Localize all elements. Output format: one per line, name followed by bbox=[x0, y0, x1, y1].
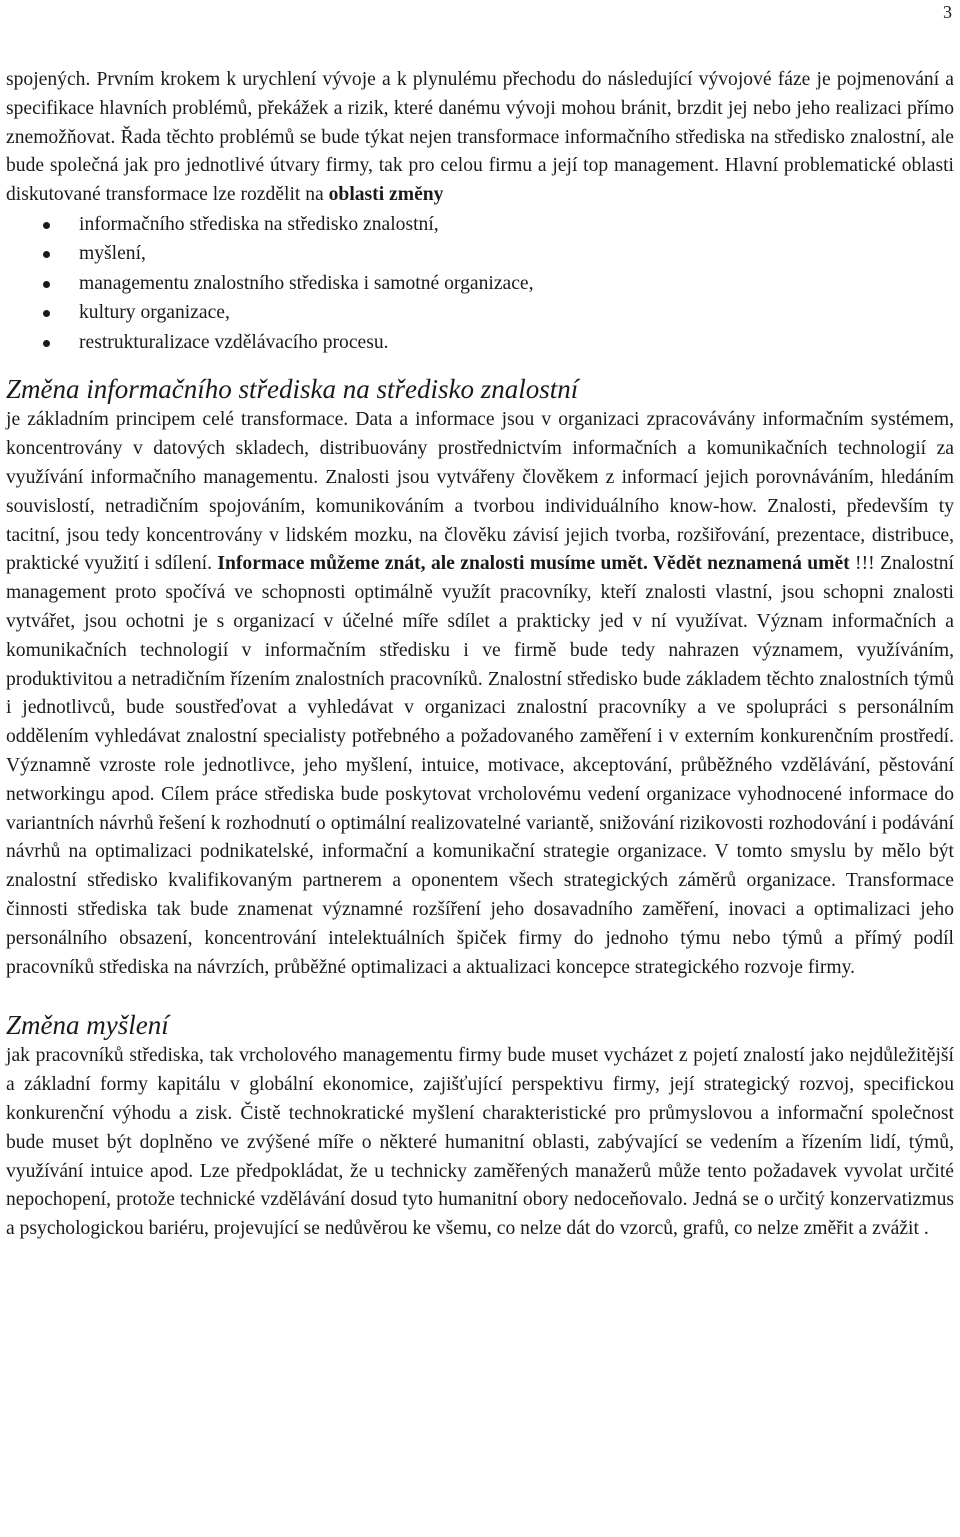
section-heading: Změna informačního střediska na středisko znalostní bbox=[6, 374, 579, 405]
section-heading: Změna myšlení bbox=[6, 1010, 169, 1041]
bullet-item: myšlení, bbox=[6, 239, 954, 269]
section1-bold-text: Informace můžeme znát, ale znalosti musíme umět. Vědět neznamená umět bbox=[217, 553, 850, 575]
document-body bbox=[6, 66, 954, 1244]
intro-paragraph bbox=[6, 66, 954, 210]
intro-bold-text: oblasti změny bbox=[328, 184, 444, 206]
bullet-item: informačního střediska na středisko znalostní, bbox=[6, 210, 954, 240]
page-number: 3 bbox=[943, 2, 952, 22]
section-paragraph bbox=[6, 406, 954, 982]
section-paragraph: jak pracovníků střediska, tak vrcholového managementu firmy bude muset vycházet z pojetí znalostí jako nejdůležitější a základní formy kapitálu v globální ekonomice, zajišťující perspektivu firmy, její strategický rozvoj, specifickou konkurenční výhodu a zisk. Čistě technokratické myšlení charakteristické pro průmyslovou a informační společnost bude muset být doplněno ve zvýšené míře o některé humanitní oblasti, zabývající se vedením a řízením lidí, týmů, využívání intuice apod. Lze předpokládat, že u technicky zaměřených manažerů může tento požadavek vyvolat určité nepochopení, protože technické vzdělávání dosud tyto humanitní obory nedoceňovalo. Jedná se o určitý konzervatizmus a psychologickou bariéru, projevující se nedůvěrou ke všemu, co nelze dát do vzorců, grafů, co nelze změřit a zvážit . bbox=[6, 1045, 954, 1240]
section1-text-continued: !!! Znalostní management proto spočívá ve schopnosti optimálně využít pracovníky, kteří znalosti vlastní, jsou schopni znalosti vytvářet, jsou ochotni je s organizací v účelné míře sdílet a prakticky jed v ní využívat. Význam informačních a komunikačních technologií v informačním středisku i ve firmě bude tedy nahrazen významem, využíváním, produktivitou a netradičním řízením znalostních pracovníků. Znalostní středisko bude základem těchto znalostních týmů i jednotlivců, bude soustřeďovat a vyhledávat v organizaci znalostní pracovníky a ve spolupráci s personálním oddělením vyhledávat znalostní specialisty potřebného a požadovaného zaměření i v externím konkurenčním prostředí. Významně vzroste role jednotlivce, jeho myšlení, intuice, motivace, akceptování, průběžného vzdělávání, pěstování networkingu apod. Cílem práce střediska bude poskytovat vrcholovému vedení organizace vyhodnocené informace do variantních návrhů řešení k rozhodnutí o optimální realizovatelné variantě, snižování rizikovosti rozhodování i podávání návrhů na optimalizaci podnikatelské, informační a komunikační strategie organizace. V tomto smyslu by mělo být znalostní středisko kvalifikovaným partnerem a oponentem všech strategických záměrů organizace. Transformace činnosti střediska tak bude znamenat významné rozšíření jeho dosavadního zaměření, inovaci a optimalizaci jeho personálního obsazení, koncentrování intelektuálních špiček firmy do jednoho týmu nebo týmů a přímý podíl pracovníků střediska na návrzích, průběžné optimalizaci a aktualizaci koncepce strategického rozvoje firmy. bbox=[6, 553, 955, 978]
bullet-list bbox=[6, 210, 954, 358]
intro-text: spojených. Prvním krokem k urychlení vývoje a k plynulému přechodu do následující vývojové fáze je pojmenování a specifikace hlavních problémů, překážek a rizik, které danému vývoji mohou bránit, brzdit jej nebo jeho realizaci přímo znemožňovat. Řada těchto problémů se bude týkat nejen transformace informačního střediska na středisko znalostní, ale bude společná jak pro jednotlivé útvary firmy, tak pro celou firmu a její top management. Hlavní problematické oblasti diskutované transformace lze rozdělit na bbox=[6, 69, 954, 206]
bullet-item: kultury organizace, bbox=[6, 298, 954, 328]
section1-text: je základním principem celé transformace. Data a informace jsou v organizaci zpracovávány informačním systémem, koncentrovány v datových skladech, distribuovány prostřednictvím informačních a komunikačních technologií za využívání informačního managementu. Znalosti jsou vytvářeny člověkem z informací jejich porovnáváním, hledáním souvislostí, netradičním spojováním, komunikováním a tvorbou individuálního know-how. Znalosti, především ty tacitní, jsou tedy koncentrovány v lidském mozku, na člověku závisí jejich tvorba, rozšiřování, prezentace, distribuce, praktické využití i sdílení. bbox=[6, 409, 954, 575]
bullet-item: restrukturalizace vzdělávacího procesu. bbox=[6, 328, 954, 358]
bullet-item: managementu znalostního střediska i samotné organizace, bbox=[6, 269, 954, 299]
